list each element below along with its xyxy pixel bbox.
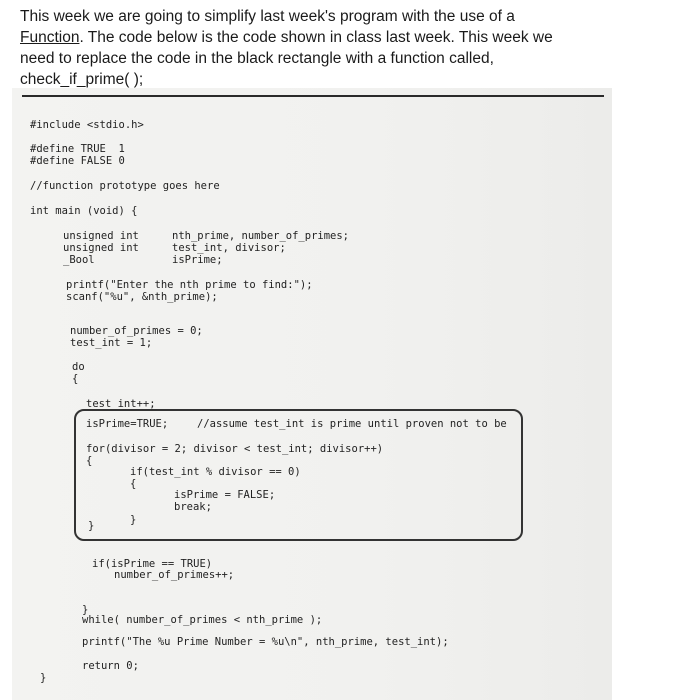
code-for-close-brace: } <box>88 520 95 532</box>
code-assume-comment: //assume test_int is prime until proven not to be <box>197 418 507 430</box>
code-define-false: #define FALSE 0 <box>30 155 125 167</box>
code-if-close-brace: } <box>130 514 137 526</box>
code-main-signature: int main (void) { <box>30 205 138 217</box>
code-do-keyword: do <box>72 361 85 373</box>
instruction-line-2-rest: . The code below is the code shown in class last week. This week we <box>79 29 553 46</box>
assignment-instructions <box>20 6 620 90</box>
code-printf-prompt: printf("Enter the nth prime to find:"); <box>66 279 313 291</box>
instruction-line-4: check_if_prime( ); <box>20 71 144 88</box>
code-init-primes: number_of_primes = 0; <box>70 325 203 337</box>
instruction-line-3: need to replace the code in the black rectangle with a function called, <box>20 50 494 67</box>
code-decl-type-3: _Bool <box>63 254 95 266</box>
code-main-close-brace: } <box>40 672 47 684</box>
function-underlined-term: Function <box>20 29 80 46</box>
code-if-open-brace: { <box>130 478 137 490</box>
code-do-open-brace: { <box>72 373 79 385</box>
code-decl-vars-2: test_int, divisor; <box>172 242 286 254</box>
code-for-loop: for(divisor = 2; divisor < test_int; divisor++) <box>86 443 384 455</box>
code-while-condition: while( number_of_primes < nth_prime ); <box>82 614 323 626</box>
instruction-line-2 <box>20 27 620 48</box>
code-scanf: scanf("%u", &nth_prime); <box>66 291 218 303</box>
code-break: break; <box>174 501 212 513</box>
code-decl-type-1: unsigned int <box>63 230 139 242</box>
code-increment: test_int++; <box>86 398 156 410</box>
divider-rule <box>22 95 604 97</box>
code-decl-type-2: unsigned int <box>63 242 139 254</box>
code-if-divisible: if(test_int % divisor == 0) <box>130 466 301 478</box>
code-count-prime: number_of_primes++; <box>114 569 235 581</box>
code-init-test: test_int = 1; <box>70 337 153 349</box>
instruction-line-1: This week we are going to simplify last week's program with the use of a <box>20 8 515 25</box>
code-for-open-brace: { <box>86 455 93 467</box>
code-return: return 0; <box>82 660 139 672</box>
code-include: #include <stdio.h> <box>30 119 144 131</box>
code-set-prime-true: isPrime=TRUE; <box>86 418 169 430</box>
code-prototype-comment: //function prototype goes here <box>30 180 220 192</box>
code-decl-vars-1: nth_prime, number_of_primes; <box>172 230 350 242</box>
code-set-prime-false: isPrime = FALSE; <box>174 489 276 501</box>
code-printf-result: printf("The %u Prime Number = %u\n", nth_prime, test_int); <box>82 636 449 648</box>
code-decl-vars-3: isPrime; <box>172 254 223 266</box>
code-define-true: #define TRUE 1 <box>30 143 125 155</box>
code-if-is-prime: if(isPrime == TRUE) <box>92 558 213 570</box>
code-while-close-brace: } <box>82 604 89 616</box>
